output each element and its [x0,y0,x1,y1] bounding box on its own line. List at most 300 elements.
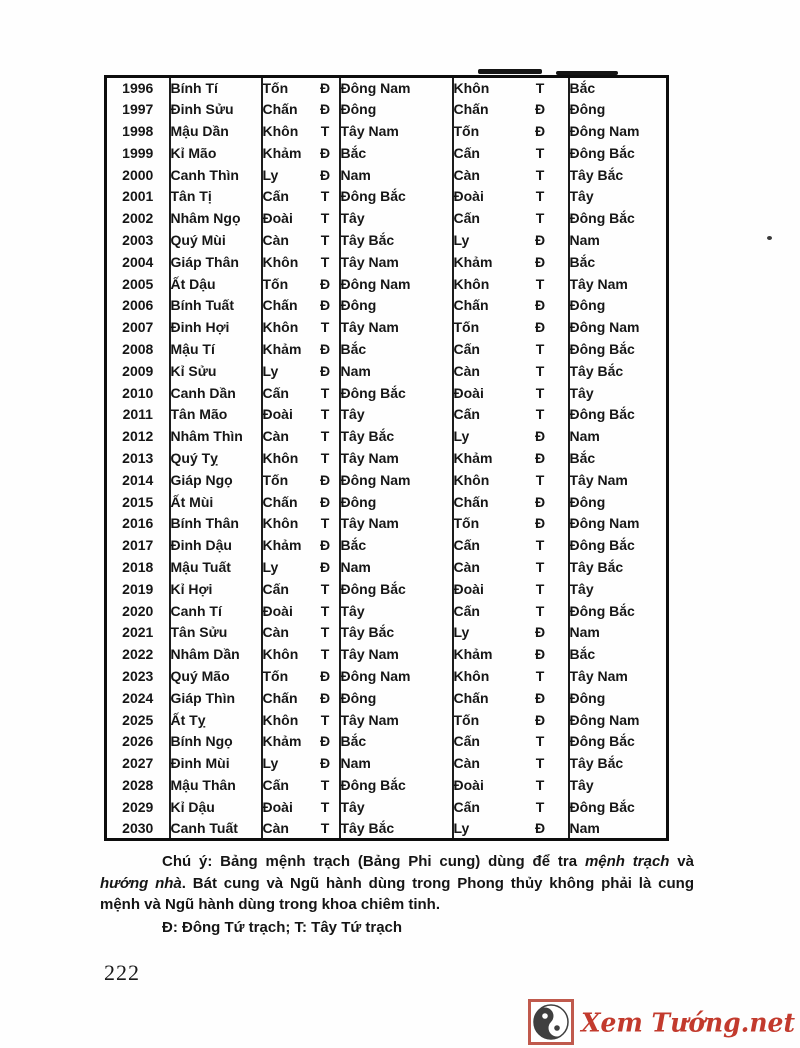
cell-menh-dong-tay: T [312,185,340,207]
cell-canchi: Mậu Tuất [170,556,262,578]
table-row [106,207,668,229]
cell-huong-nha: Tây [569,776,594,793]
cell-huong-nha: Đông [569,493,606,510]
cell-huong-nha: Đông [569,689,606,706]
cell-cung-nha: Chấn [453,101,489,118]
cell-huong-menh: Tây Nam [340,316,453,338]
cell-year: 2010 [106,382,170,404]
cell-nha-dong-tay: Đ [513,512,569,534]
cell-cung-nha: Tốn [453,319,480,336]
cell-huong-nha: Bắc [569,80,596,97]
cell-year: 2023 [106,665,170,687]
cell-canchi: Đinh Mùi [170,752,262,774]
cell-canchi: Kỉ Hợi [170,578,262,600]
cell-canchi: Canh Tí [170,600,262,622]
cell-year: 2007 [106,316,170,338]
cell-canchi: Bính Tí [170,77,262,99]
cell-nha-dong-tay: T [513,774,569,796]
cell-nha-dong-tay: T [513,164,569,186]
cell-huong-nha: Tây [569,188,594,205]
cell-huong-nha: Đông Bắc [569,144,635,161]
cell-cung-menh: Khôn [262,449,299,466]
cell-year: 2014 [106,469,170,491]
cell-menh-dong-tay: Đ [312,752,340,774]
cell-nha-dong-tay: Đ [513,818,569,840]
cell-year: 2025 [106,709,170,731]
cell-huong-nha: Bắc [569,646,596,663]
cell-menh-dong-tay: T [312,512,340,534]
scan-artifact [767,236,772,240]
cell-cung-nha: Càn [453,558,480,575]
cell-year: 2003 [106,229,170,251]
cell-menh-dong-tay: T [312,796,340,818]
table-row [106,665,668,687]
cell-cung-nha: Tốn [453,711,480,728]
note-segment: và [669,853,694,870]
table-row [106,621,668,643]
table-row [106,534,668,556]
cell-cung-menh: Khảm [262,340,302,357]
cell-nha-dong-tay: T [513,556,569,578]
cell-cung-menh: Chấn [262,297,298,314]
table-row [106,403,668,425]
cell-cung-menh: Khôn [262,515,299,532]
cell-huong-menh: Tây Bắc [340,818,453,840]
cell-menh-dong-tay: T [312,207,340,229]
page-number: 222 [104,960,140,985]
cell-canchi: Canh Thìn [170,164,262,186]
cell-menh-dong-tay: Đ [312,469,340,491]
cell-nha-dong-tay: T [513,730,569,752]
cell-nha-dong-tay: T [513,360,569,382]
cell-cung-nha: Càn [453,362,480,379]
table-row [106,98,668,120]
cell-year: 2008 [106,338,170,360]
cell-canchi: Kỉ Dậu [170,796,262,818]
cell-huong-nha: Tây Bắc [569,166,624,183]
cell-menh-dong-tay: Đ [312,77,340,99]
cell-cung-menh: Càn [262,231,289,248]
cell-menh-dong-tay: T [312,818,340,840]
cell-huong-menh: Nam [340,752,453,774]
yin-yang-icon [528,999,574,1045]
cell-cung-menh: Ly [262,166,279,183]
cell-huong-nha: Đông Nam [569,515,640,532]
cell-nha-dong-tay: T [513,207,569,229]
cell-year: 2028 [106,774,170,796]
cell-huong-menh: Tây [340,207,453,229]
cell-huong-nha: Đông [569,101,606,118]
cell-huong-menh: Đông [340,294,453,316]
cell-year: 2006 [106,294,170,316]
table-row [106,469,668,491]
cell-year: 2017 [106,534,170,556]
cell-year: 2029 [106,796,170,818]
cell-huong-nha: Tây Nam [569,471,628,488]
cell-huong-nha: Bắc [569,449,596,466]
cell-cung-nha: Cấn [453,340,480,357]
cell-cung-nha: Ly [453,624,470,641]
cell-huong-nha: Tây Nam [569,275,628,292]
cell-cung-nha: Khôn [453,275,490,292]
cell-year: 2012 [106,425,170,447]
table-row [106,142,668,164]
cell-cung-menh: Khảm [262,144,302,161]
cell-cung-menh: Cấn [262,384,289,401]
cell-huong-nha: Bắc [569,253,596,270]
cell-huong-nha: Tây Bắc [569,755,624,772]
note-italic-segment: mệnh trạch [584,853,670,870]
cell-huong-menh: Bắc [340,142,453,164]
cell-huong-menh: Đông Nam [340,469,453,491]
cell-year: 2024 [106,687,170,709]
cell-menh-dong-tay: Đ [312,98,340,120]
table-row [106,600,668,622]
cell-canchi: Giáp Ngọ [170,469,262,491]
cell-huong-nha: Nam [569,819,600,836]
cell-cung-menh: Khôn [262,319,299,336]
cell-huong-nha: Đông Nam [569,122,640,139]
cell-canchi: Đinh Sửu [170,98,262,120]
cell-canchi: Kỉ Mão [170,142,262,164]
cell-year: 2009 [106,360,170,382]
cell-cung-nha: Cấn [453,733,480,750]
cell-year: 2026 [106,730,170,752]
cell-huong-nha: Đông Bắc [569,340,635,357]
cell-cung-menh: Ly [262,755,279,772]
watermark-text: Xem Tướng.net [581,1006,795,1038]
cell-huong-menh: Nam [340,164,453,186]
table-row [106,164,668,186]
cell-huong-menh: Nam [340,556,453,578]
cell-huong-menh: Đông Bắc [340,382,453,404]
table-row [106,294,668,316]
cell-cung-nha: Tốn [453,515,480,532]
table-row [106,229,668,251]
cell-huong-menh: Tây Nam [340,709,453,731]
cell-cung-nha: Cấn [453,537,480,554]
cell-nha-dong-tay: T [513,77,569,99]
cell-cung-nha: Cấn [453,210,480,227]
cell-cung-menh: Khôn [262,711,299,728]
table-row [106,120,668,142]
cell-year: 2030 [106,818,170,840]
cell-huong-nha: Đông Bắc [569,406,635,423]
table-row [106,360,668,382]
cell-cung-menh: Chấn [262,493,298,510]
cell-nha-dong-tay: Đ [513,98,569,120]
cell-huong-menh: Đông [340,687,453,709]
cell-huong-menh: Đông Nam [340,273,453,295]
cell-menh-dong-tay: T [312,643,340,665]
cell-canchi: Đinh Hợi [170,316,262,338]
cell-cung-nha: Cấn [453,406,480,423]
cell-year: 2013 [106,447,170,469]
cell-year: 2020 [106,600,170,622]
cell-menh-dong-tay: T [312,578,340,600]
cell-menh-dong-tay: T [312,120,340,142]
cell-huong-menh: Tây Nam [340,120,453,142]
note-italic-segment: hướng nhà [100,874,182,892]
cell-cung-nha: Cấn [453,144,480,161]
cell-cung-menh: Tốn [262,275,289,292]
table-row [106,512,668,534]
cell-canchi: Mậu Dần [170,120,262,142]
cell-nha-dong-tay: T [513,600,569,622]
cell-canchi: Quý Mão [170,665,262,687]
cell-cung-nha: Khảm [453,253,493,270]
cell-cung-nha: Cấn [453,798,480,815]
cell-huong-nha: Tây [569,384,594,401]
cell-canchi: Bính Thân [170,512,262,534]
cell-menh-dong-tay: Đ [312,665,340,687]
note-block [100,851,694,938]
cell-cung-nha: Đoài [453,188,484,205]
cell-year: 2000 [106,164,170,186]
cell-canchi: Bính Ngọ [170,730,262,752]
cell-canchi: Ất Tỵ [170,709,262,731]
cell-nha-dong-tay: T [513,273,569,295]
cell-nha-dong-tay: Đ [513,229,569,251]
cell-huong-nha: Đông Nam [569,711,640,728]
cell-cung-menh: Đoài [262,602,293,619]
cell-canchi: Mậu Tí [170,338,262,360]
cell-cung-menh: Khôn [262,122,299,139]
table-row [106,316,668,338]
cell-cung-nha: Cấn [453,602,480,619]
cell-huong-nha: Đông Bắc [569,537,635,554]
cell-nha-dong-tay: Đ [513,425,569,447]
cell-menh-dong-tay: Đ [312,142,340,164]
cell-canchi: Nhâm Thìn [170,425,262,447]
cell-canchi: Quý Tỵ [170,447,262,469]
cell-huong-menh: Đông Bắc [340,185,453,207]
cell-huong-nha: Đông Bắc [569,798,635,815]
cell-year: 2016 [106,512,170,534]
cell-cung-nha: Đoài [453,580,484,597]
cell-year: 1997 [106,98,170,120]
table-row [106,273,668,295]
cell-huong-nha: Đông Bắc [569,602,635,619]
cell-menh-dong-tay: T [312,403,340,425]
cell-huong-nha: Nam [569,624,600,641]
cell-nha-dong-tay: T [513,752,569,774]
cell-cung-nha: Khảm [453,449,493,466]
cell-nha-dong-tay: T [513,338,569,360]
cell-huong-nha: Tây Bắc [569,362,624,379]
scan-artifact [478,69,542,74]
note-segment: Chú ý: Bảng mệnh trạch (Bảng Phi cung) dùng để tra [162,853,585,870]
cell-year: 1998 [106,120,170,142]
cell-huong-menh: Đông Bắc [340,774,453,796]
cell-cung-menh: Đoài [262,798,293,815]
cell-nha-dong-tay: T [513,469,569,491]
cell-menh-dong-tay: T [312,709,340,731]
cell-year: 2015 [106,491,170,513]
table-body [106,77,668,840]
cell-menh-dong-tay: Đ [312,491,340,513]
cell-nha-dong-tay: Đ [513,316,569,338]
cell-huong-nha: Nam [569,428,600,445]
table-row [106,382,668,404]
table-row [106,709,668,731]
table-row [106,77,668,99]
cell-year: 2021 [106,621,170,643]
cell-nha-dong-tay: T [513,534,569,556]
cell-menh-dong-tay: T [312,382,340,404]
cell-cung-menh: Đoài [262,210,293,227]
cell-nha-dong-tay: Đ [513,621,569,643]
table-row [106,556,668,578]
cell-nha-dong-tay: T [513,185,569,207]
cell-cung-menh: Khảm [262,733,302,750]
cell-cung-menh: Chấn [262,689,298,706]
cell-cung-menh: Cấn [262,188,289,205]
cell-cung-nha: Khảm [453,646,493,663]
table-row [106,818,668,840]
cell-huong-menh: Tây Nam [340,643,453,665]
cell-nha-dong-tay: Đ [513,447,569,469]
cell-huong-nha: Nam [569,231,600,248]
cell-year: 2001 [106,185,170,207]
cell-canchi: Ất Mùi [170,491,262,513]
cell-menh-dong-tay: T [312,229,340,251]
cell-cung-nha: Chấn [453,689,489,706]
cell-canchi: Tân Mão [170,403,262,425]
cell-canchi: Giáp Thìn [170,687,262,709]
menh-trach-table [104,75,669,841]
cell-year: 2018 [106,556,170,578]
cell-menh-dong-tay: T [312,774,340,796]
cell-canchi: Tân Sửu [170,621,262,643]
cell-huong-menh: Bắc [340,338,453,360]
cell-nha-dong-tay: Đ [513,251,569,273]
cell-nha-dong-tay: T [513,578,569,600]
cell-cung-menh: Khôn [262,646,299,663]
table-row [106,578,668,600]
cell-cung-nha: Khôn [453,471,490,488]
cell-canchi: Đinh Dậu [170,534,262,556]
cell-menh-dong-tay: T [312,600,340,622]
cell-nha-dong-tay: T [513,142,569,164]
cell-cung-menh: Ly [262,362,279,379]
cell-cung-nha: Khôn [453,667,490,684]
cell-canchi: Giáp Thân [170,251,262,273]
table-row [106,491,668,513]
cell-canchi: Quý Mùi [170,229,262,251]
cell-cung-nha: Chấn [453,297,489,314]
note-paragraph [100,851,694,916]
table-row [106,251,668,273]
cell-menh-dong-tay: Đ [312,534,340,556]
cell-year: 2027 [106,752,170,774]
cell-nha-dong-tay: T [513,403,569,425]
cell-huong-menh: Nam [340,360,453,382]
cell-cung-nha: Ly [453,428,470,445]
cell-huong-menh: Tây [340,600,453,622]
cell-year: 1996 [106,77,170,99]
cell-year: 2019 [106,578,170,600]
cell-cung-nha: Chấn [453,493,489,510]
cell-canchi: Nhâm Dần [170,643,262,665]
cell-huong-menh: Đông [340,491,453,513]
cell-cung-menh: Đoài [262,406,293,423]
table-row [106,687,668,709]
cell-cung-menh: Tốn [262,471,289,488]
cell-cung-menh: Càn [262,428,289,445]
cell-canchi: Bính Tuất [170,294,262,316]
cell-menh-dong-tay: T [312,316,340,338]
cell-huong-nha: Tây Nam [569,667,628,684]
table-row [106,730,668,752]
cell-huong-menh: Tây Nam [340,512,453,534]
table-row [106,447,668,469]
cell-nha-dong-tay: Đ [513,491,569,513]
cell-cung-menh: Khôn [262,253,299,270]
cell-nha-dong-tay: Đ [513,120,569,142]
cell-menh-dong-tay: T [312,447,340,469]
cell-menh-dong-tay: Đ [312,294,340,316]
cell-huong-menh: Đông Bắc [340,578,453,600]
cell-huong-nha: Đông Bắc [569,733,635,750]
cell-menh-dong-tay: T [312,621,340,643]
cell-nha-dong-tay: Đ [513,709,569,731]
cell-cung-nha: Càn [453,755,480,772]
cell-cung-menh: Cấn [262,580,289,597]
cell-nha-dong-tay: T [513,382,569,404]
cell-cung-nha: Khôn [453,80,490,97]
cell-cung-nha: Ly [453,231,470,248]
cell-canchi: Kỉ Sửu [170,360,262,382]
cell-cung-nha: Tốn [453,122,480,139]
table-row [106,425,668,447]
cell-huong-menh: Tây Bắc [340,425,453,447]
cell-nha-dong-tay: Đ [513,687,569,709]
cell-canchi: Tân Tị [170,185,262,207]
cell-year: 2011 [106,403,170,425]
note-segment: . Bát cung và Ngũ hành dùng trong Phong thủy không phải là cung mệnh và Ngũ hành dùng trong khoa chiêm tinh. [100,874,694,913]
table-row [106,774,668,796]
watermark [528,999,795,1045]
cell-cung-menh: Càn [262,819,289,836]
cell-nha-dong-tay: Đ [513,643,569,665]
cell-huong-menh: Đông Nam [340,665,453,687]
cell-huong-nha: Tây Bắc [569,558,624,575]
cell-huong-menh: Tây Bắc [340,621,453,643]
cell-huong-menh: Tây Nam [340,447,453,469]
cell-huong-menh: Tây [340,403,453,425]
cell-menh-dong-tay: Đ [312,273,340,295]
cell-menh-dong-tay: Đ [312,338,340,360]
cell-nha-dong-tay: T [513,665,569,687]
cell-cung-nha: Ly [453,819,470,836]
cell-huong-menh: Tây [340,796,453,818]
cell-huong-menh: Đông [340,98,453,120]
cell-huong-nha: Đông [569,297,606,314]
cell-canchi: Nhâm Ngọ [170,207,262,229]
cell-cung-nha: Đoài [453,776,484,793]
cell-canchi: Mậu Thân [170,774,262,796]
table-row [106,338,668,360]
cell-cung-nha: Càn [453,166,480,183]
cell-menh-dong-tay: Đ [312,164,340,186]
cell-year: 2022 [106,643,170,665]
table-row [106,796,668,818]
cell-cung-menh: Tốn [262,80,289,97]
cell-nha-dong-tay: Đ [513,294,569,316]
cell-huong-nha: Tây [569,580,594,597]
note-legend: Đ: Đông Tứ trạch; T: Tây Tứ trạch [162,918,403,936]
